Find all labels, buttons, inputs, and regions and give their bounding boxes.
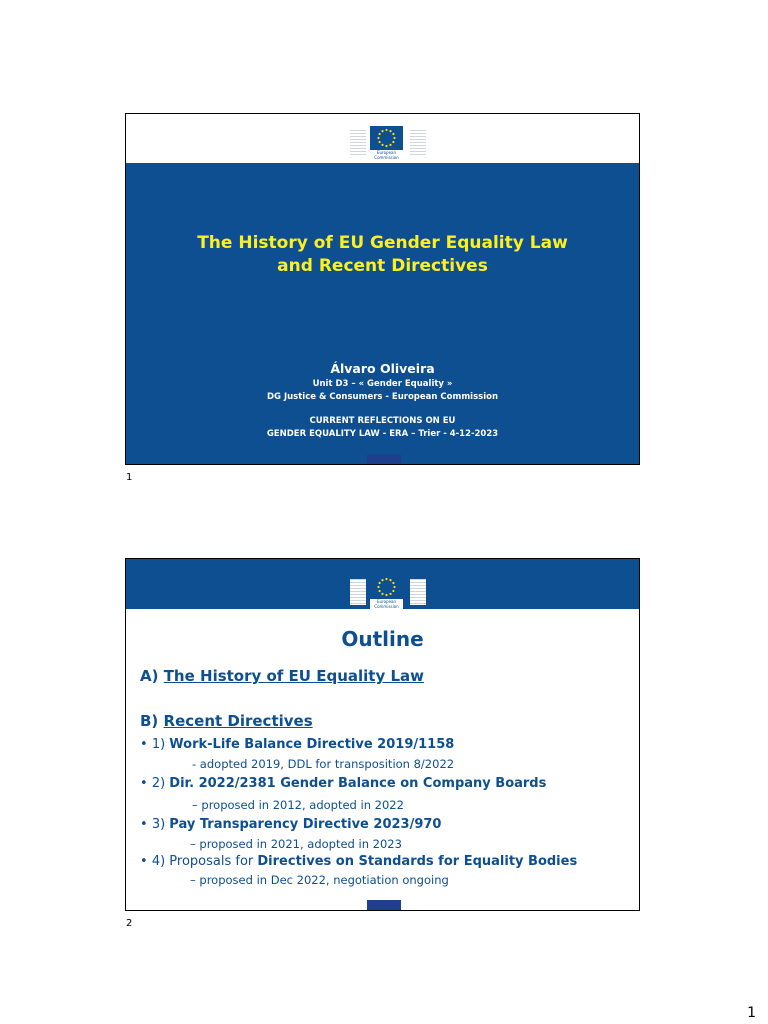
slide-title: Outline	[341, 627, 424, 651]
author-dg: DG Justice & Consumers - European Commission	[266, 392, 499, 402]
list-item-detail: – proposed in Dec 2022, negotiation ongoing	[190, 873, 449, 887]
section-b-heading: B) Recent Directives	[140, 712, 313, 730]
eu-flag-icon	[370, 575, 403, 599]
eu-flag-icon	[370, 126, 403, 150]
slide-2-page-number: 2	[126, 918, 133, 929]
list-item-detail: – proposed in 2021, adopted in 2023	[190, 837, 402, 851]
slide-footer-bar	[367, 454, 401, 464]
author-unit: Unit D3 – « Gender Equality »	[312, 379, 453, 389]
sheet-page-number: 1	[747, 1005, 756, 1021]
european-commission-logo	[348, 573, 430, 611]
logo-caption: European Commission	[370, 599, 403, 610]
event-line-1: CURRENT REFLECTIONS ON EU	[309, 416, 456, 426]
list-item-detail: - adopted 2019, DDL for transposition 8/2022	[192, 757, 455, 771]
list-item: • 3) Pay Transparency Directive 2023/970	[140, 817, 442, 832]
slide-2	[125, 558, 640, 911]
slide-1	[125, 113, 640, 465]
european-commission-logo	[348, 124, 430, 162]
author-name: Álvaro Oliveira	[330, 361, 435, 376]
list-item: • 4) Proposals for Directives on Standards for Equality Bodies	[140, 854, 578, 869]
list-item: • 2) Dir. 2022/2381 Gender Balance on Company Boards	[140, 776, 547, 791]
slide-footer-bar	[367, 900, 401, 910]
section-a-heading: A) The History of EU Equality Law	[140, 667, 424, 685]
presentation-title: The History of EU Gender Equality Law and Recent Directives	[197, 233, 568, 276]
slide-1-page-number: 1	[126, 472, 133, 483]
event-line-2: GENDER EQUALITY LAW - ERA – Trier - 4-12-2023	[266, 429, 499, 439]
logo-caption: European Commission	[370, 150, 403, 161]
section-b-link[interactable]: Recent Directives	[163, 712, 313, 730]
list-item: • 1) Work-Life Balance Directive 2019/1158	[140, 737, 455, 752]
section-a-link[interactable]: The History of EU Equality Law	[163, 667, 424, 685]
list-item-detail: – proposed in 2012, adopted in 2022	[192, 798, 404, 812]
